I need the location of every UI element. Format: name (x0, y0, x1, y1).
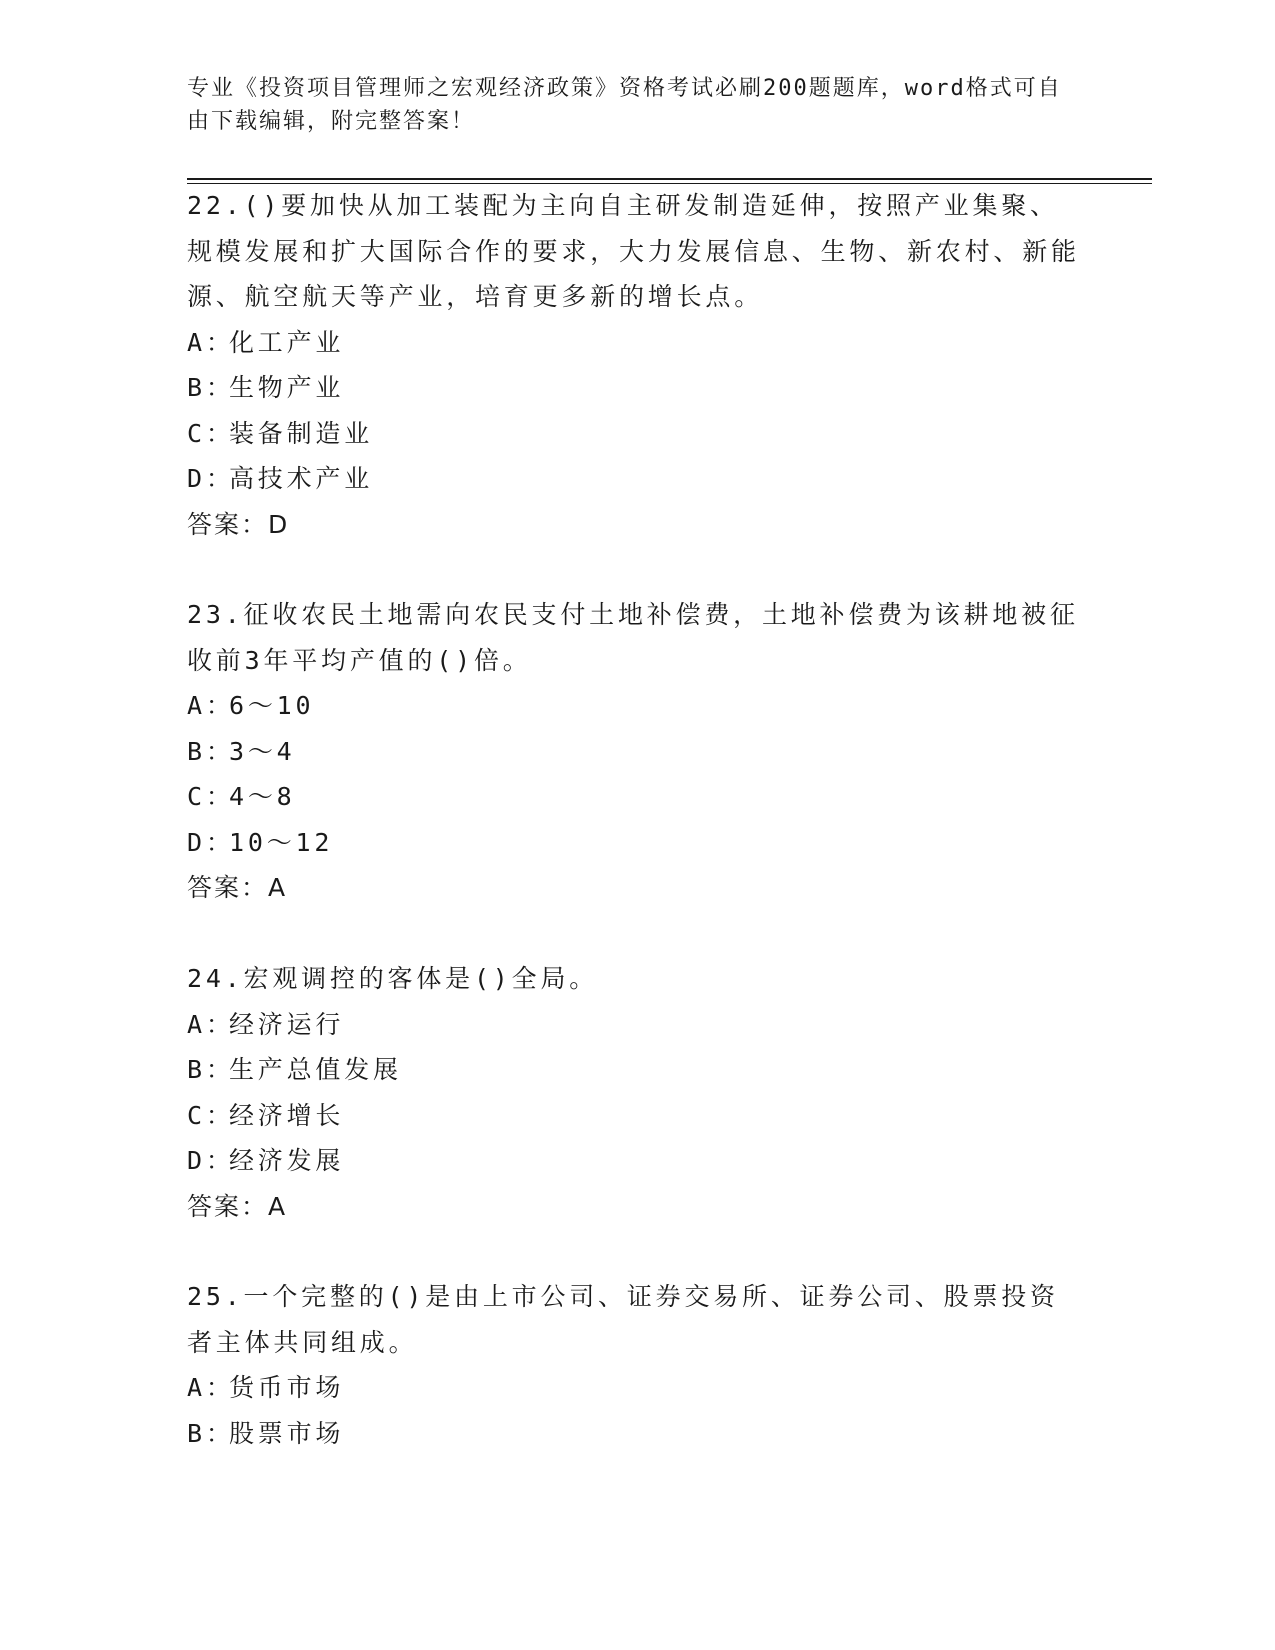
option-a (187, 320, 1087, 366)
option-d (187, 820, 1087, 866)
option-key: B： (187, 1055, 235, 1084)
option-b (187, 1047, 1087, 1093)
question-stem: 24.宏观调控的客体是()全局。 (187, 964, 599, 993)
option-key: D： (187, 827, 235, 857)
option-key: B： (187, 373, 235, 402)
option-text: 经济运行 (229, 1009, 345, 1039)
option-c (187, 774, 1087, 820)
question-stem: 23.征收农民土地需向农民支付土地补偿费，土地补偿费为该耕地被征收前3年平均产值的()倍。 (187, 600, 1079, 675)
question-22 (187, 183, 1087, 547)
document-header: 专业《投资项目管理师之宏观经济政策》资格考试必刷200题题库，word格式可自由下载编辑，附完整答案！ (187, 76, 1062, 134)
option-b (187, 365, 1087, 411)
question-23 (187, 592, 1087, 911)
option-text: 高技术产业 (229, 464, 374, 493)
option-text: 经济增长 (229, 1100, 345, 1130)
option-key: B： (187, 1418, 235, 1448)
option-d (187, 1138, 1087, 1184)
question-25 (187, 1274, 1087, 1456)
option-b (187, 1411, 1087, 1457)
question-stem: 22.()要加快从加工装配为主向自主研发制造延伸，按照产业集聚、规模发展和扩大国际合作的要求，大力发展信息、生物、新农村、新能源、航空航天等产业，培育更多新的增长点。 (187, 191, 1080, 311)
header-divider-thick (187, 178, 1152, 180)
option-key: D： (187, 464, 235, 493)
option-key: D： (187, 1146, 235, 1175)
option-key: C： (187, 1100, 235, 1130)
option-text: 10～12 (229, 827, 334, 857)
answer: 答案：A (187, 1191, 288, 1221)
option-text: 生产总值发展 (229, 1055, 402, 1084)
option-key: C： (187, 418, 235, 448)
option-text: 生物产业 (229, 373, 345, 402)
question-24 (187, 956, 1087, 1229)
option-a (187, 683, 1087, 729)
option-text: 经济发展 (229, 1146, 345, 1175)
option-key: A： (187, 1009, 235, 1039)
option-text: 化工产业 (229, 327, 345, 357)
option-key: A： (187, 691, 235, 720)
answer: 答案：A (187, 873, 288, 902)
option-key: B： (187, 736, 235, 766)
option-d (187, 456, 1087, 502)
option-key: A： (187, 327, 235, 357)
option-text: 4～8 (229, 782, 296, 811)
option-text: 装备制造业 (229, 418, 374, 448)
option-b (187, 729, 1087, 775)
option-text: 股票市场 (229, 1418, 345, 1448)
option-key: C： (187, 782, 235, 811)
answer: 答案：D (187, 509, 290, 539)
option-key: A： (187, 1373, 235, 1402)
question-stem: 25.一个完整的()是由上市公司、证券交易所、证券公司、股票投资者主体共同组成。 (187, 1282, 1059, 1357)
option-a (187, 1002, 1087, 1048)
option-text: 6～10 (229, 691, 315, 720)
option-text: 3～4 (229, 736, 296, 766)
option-text: 货币市场 (229, 1373, 345, 1402)
option-c (187, 1093, 1087, 1139)
option-c (187, 411, 1087, 457)
option-a (187, 1365, 1087, 1411)
